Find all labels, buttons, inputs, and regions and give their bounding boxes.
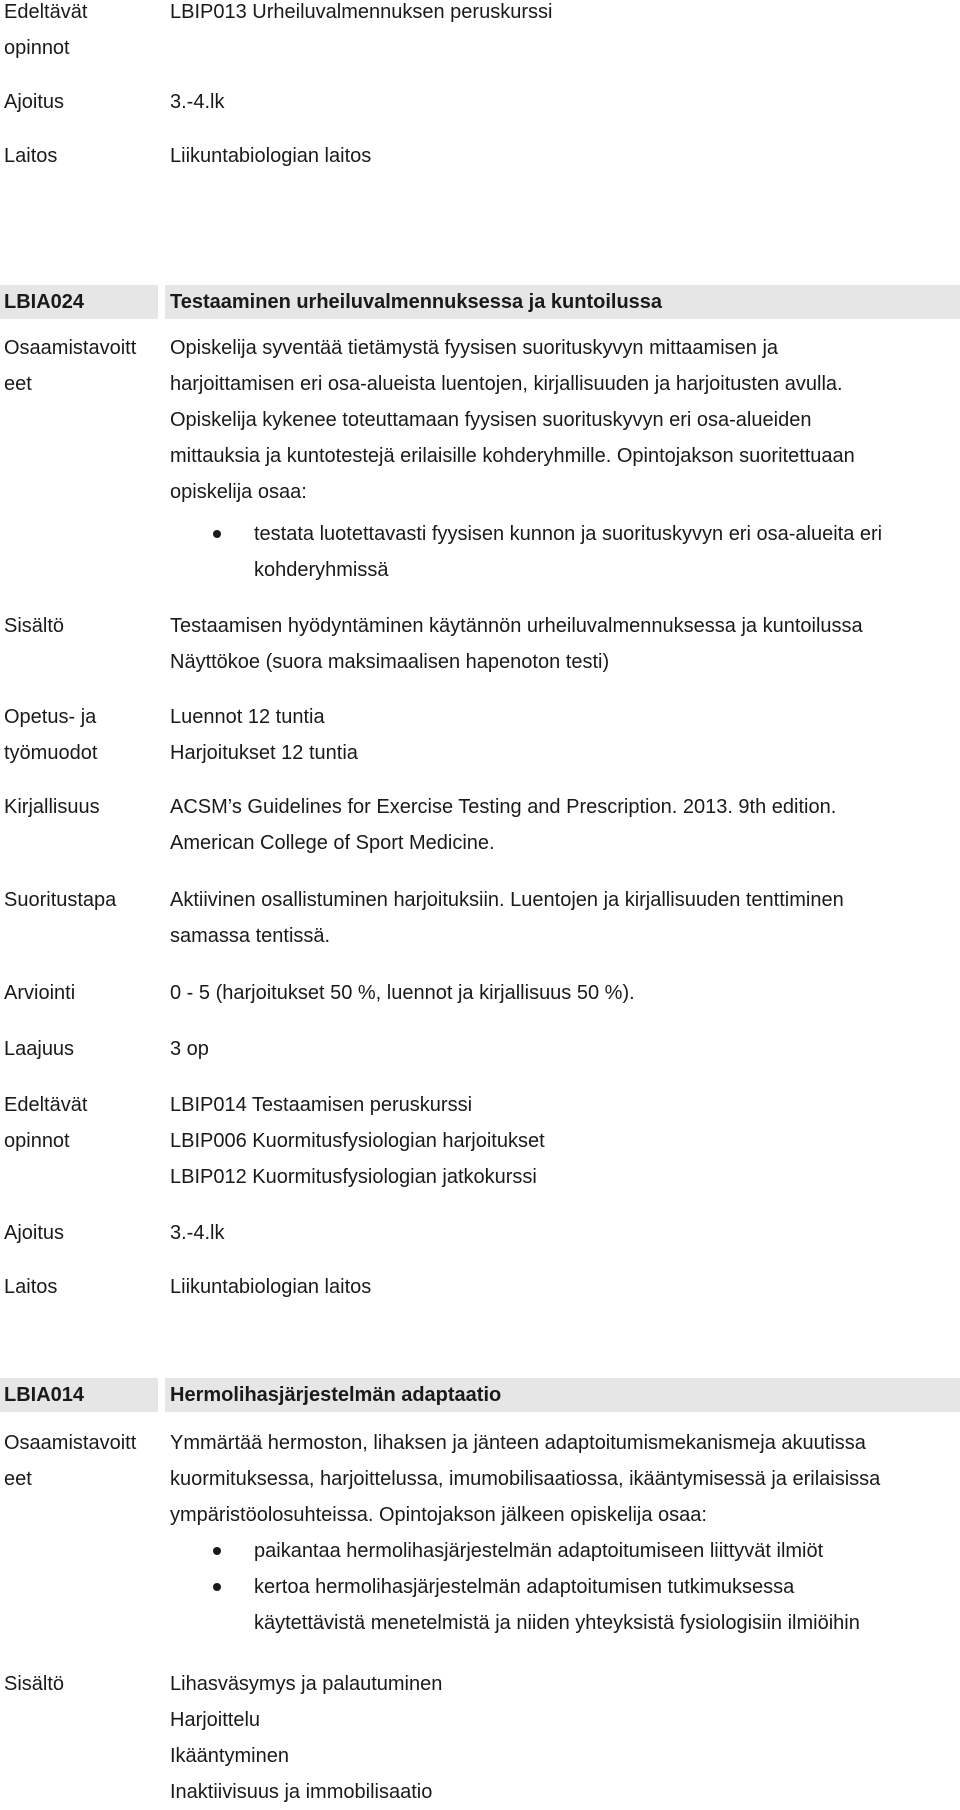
course2-sisalto-line: Ikääntyminen — [170, 1745, 289, 1767]
course1-laitos-label: Laitos — [4, 1276, 58, 1298]
course1-osaamis-label: Osaamistavoitt eet — [4, 337, 137, 395]
course1-suoritustapa-value — [170, 882, 950, 954]
course2-sisalto-line: Lihasväsymys ja palautuminen — [170, 1673, 443, 1695]
bullet-dot-icon — [213, 1583, 221, 1591]
course1-opetus-line: Harjoitukset 12 tuntia — [170, 742, 358, 764]
course2-code: LBIA014 — [0, 1378, 158, 1412]
course2-osaamis-line: ympäristöolosuhteissa. Opintojakson jälkeen opiskelija osaa: — [170, 1504, 707, 1526]
bullet-dot-icon — [213, 1547, 221, 1555]
course2-osaamis-label: Osaamistavoitt eet — [4, 1432, 137, 1490]
course1-osaamis-line: harjoittamisen eri osa-alueista luentojen, kirjallisuuden ja harjoitusten avulla. — [170, 373, 843, 395]
course1-ajoitus-label: Ajoitus — [4, 1222, 65, 1244]
course1-edeltavat-value — [170, 1087, 950, 1195]
course1-bullet-line: kohderyhmissä — [254, 559, 389, 581]
course1-sisalto-line: Näyttökoe (suora maksimaalisen hapenoton testi) — [170, 651, 610, 673]
course2-bullet-line: käytettävistä menetelmistä ja niiden yhteyksistä fysiologisiin ilmiöihin — [254, 1612, 860, 1634]
intro-edeltavat-label: Edeltävät opinnot — [4, 1, 88, 59]
course1-edeltavat-line: LBIP012 Kuormitusfysiologian jatkokurssi — [170, 1166, 537, 1188]
course1-osaamis-line: Opiskelija syventää tietämystä fyysisen suorituskyvyn mittaamisen ja — [170, 337, 779, 359]
course1-code: LBIA024 — [0, 285, 158, 319]
course2-sisalto-value — [170, 1666, 950, 1810]
course1-edeltavat-label: Edeltävät opinnot — [4, 1094, 88, 1152]
course2-bullet-item — [170, 1533, 950, 1569]
bullet-dot-icon — [213, 530, 221, 538]
intro-ajoitus-label: Ajoitus — [4, 91, 65, 113]
course1-osaamis-line: Opiskelija kykenee toteuttamaan fyysisen suorituskyvyn eri osa-alueiden — [170, 409, 812, 431]
course1-opetus-label: Opetus- ja työmuodot — [4, 706, 98, 764]
course1-kirjallisuus-label: Kirjallisuus — [4, 796, 100, 818]
course1-suoritustapa-line: samassa tentissä. — [170, 925, 331, 947]
course1-sisalto-label: Sisältö — [4, 615, 65, 637]
course1-osaamis-line: opiskelija osaa: — [170, 481, 307, 503]
intro-edeltavat-value: LBIP013 Urheiluvalmennuksen peruskurssi — [170, 1, 553, 23]
course2-sisalto-label: Sisältö — [4, 1673, 65, 1695]
course2-bullet-item — [170, 1569, 950, 1641]
course1-laajuus-label: Laajuus — [4, 1038, 75, 1060]
course1-opetus-line: Luennot 12 tuntia — [170, 706, 325, 728]
course1-arviointi-label: Arviointi — [4, 982, 76, 1004]
course1-suoritustapa-line: Aktiivinen osallistuminen harjoituksiin. Luentojen ja kirjallisuuden tenttiminen — [170, 889, 844, 911]
course2-osaamis-line: Ymmärtää hermoston, lihaksen ja jänteen adaptoitumismekanismeja akuutissa — [170, 1432, 866, 1454]
course1-bullet-line: testata luotettavasti fyysisen kunnon ja suorituskyvyn eri osa-alueita eri — [254, 523, 883, 545]
course1-bullet-list — [170, 516, 950, 588]
course1-edeltavat-line: LBIP014 Testaamisen peruskurssi — [170, 1094, 473, 1116]
course2-sisalto-line: Harjoittelu — [170, 1709, 261, 1731]
course2-bullet-line: paikantaa hermolihasjärjestelmän adaptoitumiseen liittyvät ilmiöt — [254, 1540, 824, 1562]
course1-kirjallisuus-line: ACSM’s Guidelines for Exercise Testing and Prescription. 2013. 9th edition. — [170, 796, 837, 818]
course2-header-row — [0, 1378, 960, 1412]
course1-laajuus-value: 3 op — [170, 1038, 209, 1060]
course1-arviointi-value: 0 - 5 (harjoitukset 50 %, luennot ja kirjallisuus 50 %). — [170, 982, 635, 1004]
course1-osaamis-value — [170, 330, 950, 588]
course1-sisalto-line: Testaamisen hyödyntäminen käytännön urheiluvalmennuksessa ja kuntoilussa — [170, 615, 863, 637]
course1-kirjallisuus-value — [170, 789, 950, 861]
course2-bullet-list — [170, 1533, 950, 1641]
course2-sisalto-line: Inaktiivisuus ja immobilisaatio — [170, 1781, 433, 1803]
course2-title: Hermolihasjärjestelmän adaptaatio — [165, 1378, 960, 1412]
intro-laitos-label: Laitos — [4, 145, 58, 167]
course1-sisalto-value — [170, 608, 950, 680]
course1-bullet-item — [170, 516, 950, 588]
course1-kirjallisuus-line: American College of Sport Medicine. — [170, 832, 495, 854]
course1-laitos-value: Liikuntabiologian laitos — [170, 1276, 372, 1298]
course2-bullet-line: kertoa hermolihasjärjestelmän adaptoitumisen tutkimuksessa — [254, 1576, 795, 1598]
course2-osaamis-line: kuormituksessa, harjoittelussa, imumobilisaatiossa, ikääntymisessä ja erilaisissa — [170, 1468, 881, 1490]
course1-edeltavat-line: LBIP006 Kuormitusfysiologian harjoitukset — [170, 1130, 545, 1152]
course1-ajoitus-value: 3.-4.lk — [170, 1222, 225, 1244]
course2-osaamis-value — [170, 1425, 950, 1641]
course1-opetus-value — [170, 699, 950, 771]
intro-laitos-value: Liikuntabiologian laitos — [170, 145, 372, 167]
course1-header-row — [0, 285, 960, 319]
course1-title: Testaaminen urheiluvalmennuksessa ja kuntoilussa — [165, 285, 960, 319]
course1-suoritustapa-label: Suoritustapa — [4, 889, 117, 911]
course1-osaamis-line: mittauksia ja kuntotestejä erilaisille kohderyhmille. Opintojakson suoritettuaan — [170, 445, 855, 467]
intro-ajoitus-value: 3.-4.lk — [170, 91, 225, 113]
